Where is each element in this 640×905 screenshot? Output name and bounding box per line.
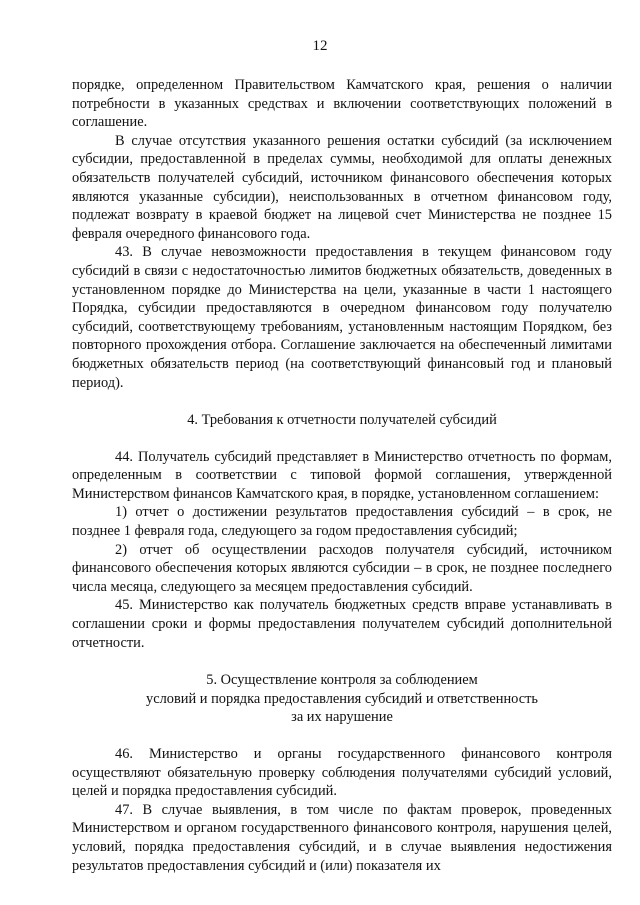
paragraph-43: 43. В случае невозможности предоставления в текущем финансовом году субсидий в связи с недостаточностью лимитов бюджетных обязательств, доведенных в установленном порядке до Министерства на цели, указанные в части 1 настоящего Порядка, субсидии предоставляются в очередном финансовом году получателю субсидий, соответствующему требованиям, установленным настоящим Порядком, без повторного прохождения отбора. Соглашение заключается на обеспеченный лимитами бюджетных обязательств период (на соответствующий финансовый год и плановый период). (72, 244, 612, 391)
section-5-heading-line-2: условий и порядка предоставления субсидий и ответственность (146, 690, 538, 707)
section-5-heading-line-3: за их нарушение (291, 709, 393, 726)
spacer (72, 430, 612, 448)
spacer (72, 392, 612, 411)
section-5-heading (72, 671, 612, 727)
section-5-heading-line-1: 5. Осуществление контроля за соблюдением (206, 672, 478, 689)
document-body (72, 76, 612, 875)
paragraph-47: 47. В случае выявления, в том числе по фактам проверок, проведенных Министерством и органом государственного финансового контроля, нарушения целей, условий, порядка предоставления субсидий, и в случае выявления недостижения результатов предоставления субсидий и (или) показателя их (72, 801, 612, 874)
page-number: 12 (312, 38, 328, 54)
paragraph-46: 46. Министерство и органы государственного финансового контроля осуществляют обязательную проверку соблюдения получателями субсидий условий, целей и порядка предоставления субсидий. (72, 746, 612, 800)
paragraph-remaining-subsidies: В случае отсутствия указанного решения остатки субсидий (за исключением субсидии, предоставленной в пределах суммы, необходимой для оплаты денежных обязательств получателей субсидий, источником финансового обеспечения которых являются указанные субсидии), неиспользованных в отчетном финансовом году, подлежат возврату в краевой бюджет на лицевой счет Министерства не позднее 15 февраля очередного финансового года. (72, 132, 612, 242)
paragraph-44-item-2: 2) отчет об осуществлении расходов получателя субсидий, источником финансового обеспечения которых являются субсидии – в срок, не позднее последнего числа месяца, следующего за месяцем предоставления субсидий. (72, 541, 612, 595)
paragraph-44-item-1: 1) отчет о достижении результатов предоставления субсидий – в срок, не позднее 1 февраля года, следующего за годом предоставления субсидий; (72, 504, 612, 540)
section-4-heading: 4. Требования к отчетности получателей субсидий (187, 412, 497, 429)
paragraph-continuation: порядке, определенном Правительством Камчатского края, решения о наличии потребности в указанных средствах и включении соответствующих положений в соглашение. (72, 77, 612, 131)
paragraph-44: 44. Получатель субсидий представляет в Министерство отчетность по формам, определенным в соответствии с типовой формой соглашения, утвержденной Министерством финансов Камчатского края, в порядке, установленном соглашением: (72, 448, 612, 502)
spacer (72, 727, 612, 745)
spacer (72, 652, 612, 671)
paragraph-45: 45. Министерство как получатель бюджетных средств вправе устанавливать в соглашении сроки и формы предоставления получателем субсидий дополнительной отчетности. (72, 597, 612, 651)
